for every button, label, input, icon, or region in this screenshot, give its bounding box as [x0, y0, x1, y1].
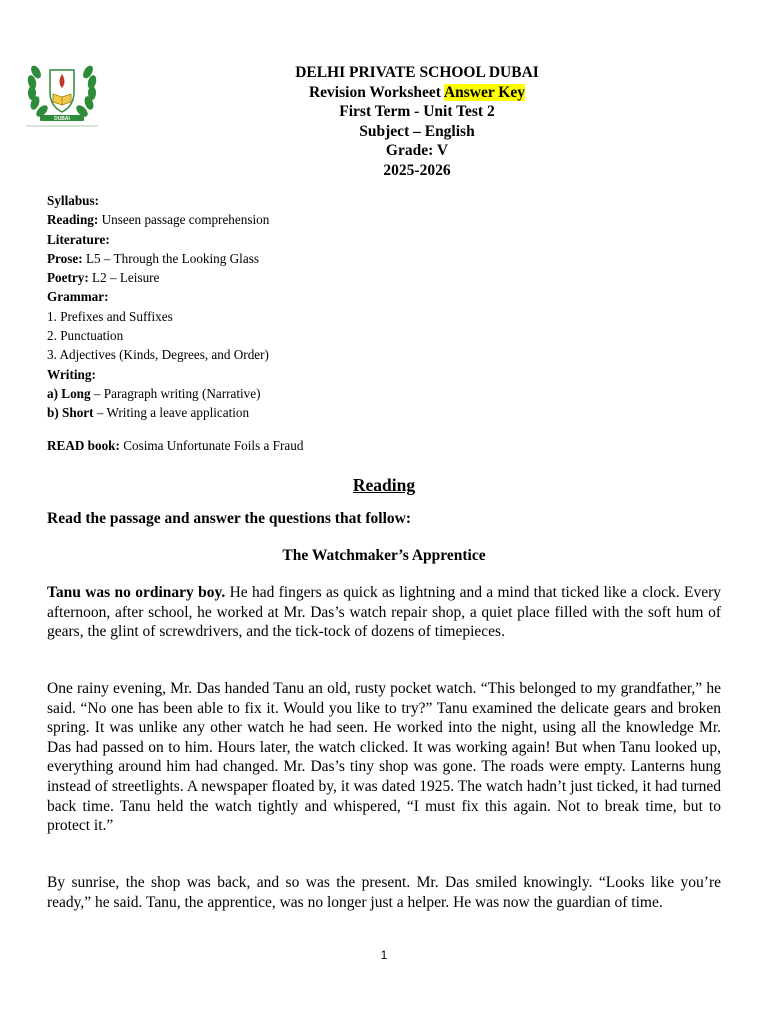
school-logo	[22, 52, 102, 130]
paragraph-lead: Tanu was no ordinary boy.	[47, 584, 226, 601]
passage-paragraph-3: By sunrise, the shop was back, and so was the present. Mr. Das smiled knowingly. “Looks like you’re ready,” he said. Tanu, the apprentice, was no longer just a helper. He was now the guardian of time.	[47, 874, 721, 911]
writing-long	[47, 384, 727, 403]
read-book-label: READ book:	[47, 438, 120, 453]
worksheet-type-prefix: Revision Worksheet	[308, 83, 444, 101]
writing-short-value: – Writing a leave application	[93, 405, 250, 421]
school-crest-icon	[22, 52, 102, 130]
answer-key-highlight: Answer Key	[443, 83, 525, 101]
literature-label: Literature:	[47, 231, 110, 247]
syllabus-heading: Syllabus:	[47, 193, 100, 208]
poetry-label: Poetry:	[47, 270, 89, 286]
reading-label: Reading:	[47, 212, 99, 228]
reading-value: Unseen passage comprehension	[98, 212, 270, 228]
writing-label: Writing:	[47, 366, 96, 382]
syllabus-section	[47, 191, 727, 423]
writing-short	[47, 403, 727, 422]
syllabus-prose	[47, 249, 727, 268]
worksheet-type	[232, 83, 602, 103]
read-book-line	[47, 438, 303, 454]
read-book-title: Cosima Unfortunate Foils a Fraud	[119, 438, 304, 453]
passage-title: The Watchmaker’s Apprentice	[282, 547, 486, 564]
grammar-label: Grammar:	[47, 289, 109, 305]
school-name: DELHI PRIVATE SCHOOL DUBAI	[295, 64, 539, 81]
subject-line: Subject – English	[359, 122, 475, 140]
reading-section-title: Reading	[352, 475, 416, 495]
writing-short-label: b) Short	[47, 405, 94, 421]
worksheet-header	[232, 63, 602, 181]
term-line: First Term - Unit Test 2	[339, 103, 495, 121]
passage-paragraph-2: One rainy evening, Mr. Das handed Tanu an old, rusty pocket watch. “This belonged to my grandfather,” he said. “No one has been able to fix it. Would you like to try?” Tanu examined the delicate gears and broken spring. It was unlike any other watch he had seen. He worked into the night, using all the knowledge Mr. Das had passed on to him. Hours later, the watch clicked. It was working again! But when Tanu looked up, everything around him had changed. Mr. Das’s tiny shop was gone. The roads were empty. Lanterns hung instead of streetlights. A newspaper floated by, it was dated 1925. The watch hadn’t just ticked, it had turned back time. Tanu held the watch tightly and whispered, “I must fix this again. Not to break time, but to protect it.”	[47, 680, 721, 835]
writing-long-value: – Paragraph writing (Narrative)	[90, 385, 261, 401]
writing-long-label: a) Long	[47, 385, 91, 401]
grammar-item: 3. Adjectives (Kinds, Degrees, and Order)	[47, 347, 269, 363]
paragraph-text: He had fingers as quick as lightning and a mind that ticked like a clock. Every afternoon, after school, he worked at Mr. Das’s watch repair shop, a quiet place filled with the soft hum of gears, the glint of screwdrivers, and the tick-tock of dozens of timepieces.	[47, 584, 721, 641]
passage-paragraph-1	[47, 583, 721, 642]
grade-line: Grade: V	[385, 142, 449, 160]
svg-text:DUBAI: DUBAI	[54, 116, 70, 123]
prose-label: Prose:	[47, 250, 83, 266]
prose-value: L5 – Through the Looking Glass	[82, 250, 259, 266]
reading-instruction: Read the passage and answer the questions that follow:	[47, 510, 411, 527]
grammar-item: 2. Punctuation	[47, 328, 124, 344]
grammar-item: 1. Prefixes and Suffixes	[47, 308, 173, 324]
poetry-value: L2 – Leisure	[88, 270, 160, 286]
page-number: 1	[380, 948, 388, 962]
syllabus-poetry	[47, 268, 727, 287]
syllabus-reading	[47, 210, 727, 229]
academic-year: 2025-2026	[383, 161, 451, 179]
